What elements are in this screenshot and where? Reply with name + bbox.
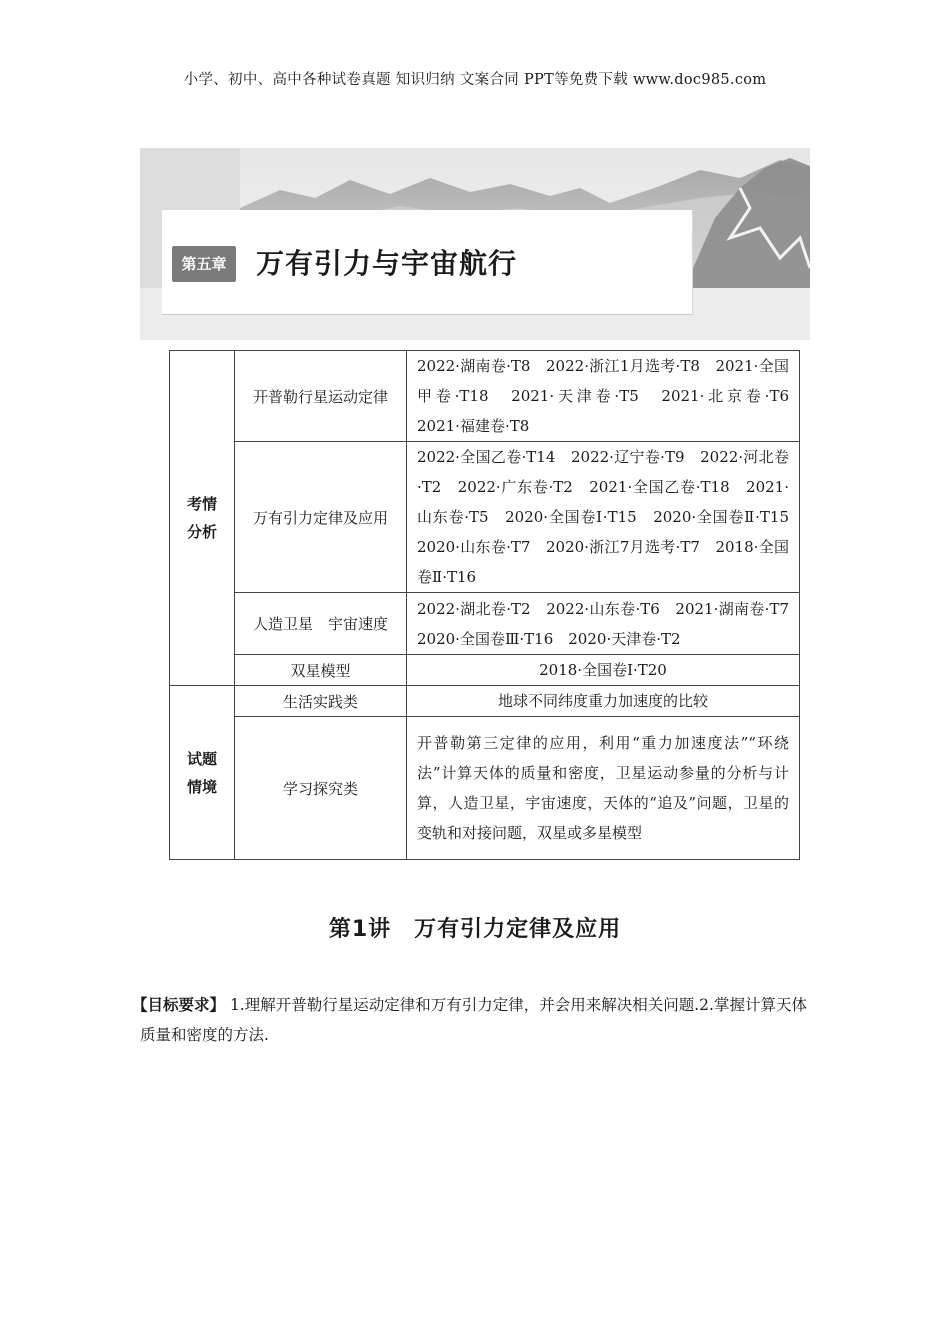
table-row: [170, 655, 800, 686]
content-cell: 2018·全国卷Ⅰ·T20: [407, 655, 800, 686]
group-label-text: 考情 分析: [186, 495, 217, 541]
page-header: 小学、初中、高中各种试卷真题 知识归纳 文案合同 PPT等免费下载 www.doc985.com: [183, 72, 767, 88]
goal-text: 1.理解开普勒行星运动定律和万有引力定律，并会用来解决相关问题.2.掌握计算天体质量和密度的方法.: [140, 996, 807, 1044]
chapter-title: 万有引力与宇宙航行: [256, 247, 518, 280]
content-cell: 2022·全国乙卷·T14 2022·辽宁卷·T9 2022·河北卷·T2 2022·广东卷·T2 2021·全国乙卷·T18 2021·山东卷·T5 2020·全国卷Ⅰ·T15 2020·全国卷Ⅱ·T15 2020·山东卷·T7 2020·浙江7月选考·T7 2018·全国卷Ⅱ·T16: [407, 442, 800, 593]
table-row: [170, 717, 800, 860]
table-row: [170, 593, 800, 655]
table-row: [170, 686, 800, 717]
goal-label: 【目标要求】: [132, 996, 226, 1014]
content-cell: 2022·湖北卷·T2 2022·山东卷·T6 2021·湖南卷·T7 2020·全国卷Ⅲ·T16 2020·天津卷·T2: [407, 593, 800, 655]
group-label-text: 试题 情境: [186, 749, 217, 796]
table-row: [170, 351, 800, 442]
table-row: [170, 442, 800, 593]
content-cell: 2022·湖南卷·T8 2022·浙江1月选考·T8 2021·全国甲卷·T18 2021·天津卷·T5 2021·北京卷·T6 2021·福建卷·T8: [407, 351, 800, 442]
exam-analysis-table: [169, 350, 805, 860]
group-label-analysis: [170, 351, 235, 686]
chapter-banner: [140, 148, 810, 340]
chapter-badge: 第五章: [172, 246, 236, 282]
topic-cell: 学习探究类: [235, 717, 407, 860]
topic-cell: 万有引力定律及应用: [235, 442, 407, 593]
lesson-title: 第1讲 万有引力定律及应用: [328, 917, 622, 942]
learning-goals: [132, 990, 812, 1050]
content-cell: 开普勒第三定律的应用，利用“重力加速度法”“环绕法”计算天体的质量和密度，卫星运动参量的分析与计算，人造卫星，宇宙速度，天体的“追及”问题，卫星的变轨和对接问题，双星或多星模型: [407, 717, 800, 860]
topic-cell: 人造卫星 宇宙速度: [235, 593, 407, 655]
topic-cell: 双星模型: [235, 655, 407, 686]
topic-cell: 开普勒行星运动定律: [235, 351, 407, 442]
topic-cell: 生活实践类: [235, 686, 407, 717]
group-label-context: [170, 686, 235, 860]
content-cell: 地球不同纬度重力加速度的比较: [407, 686, 800, 717]
